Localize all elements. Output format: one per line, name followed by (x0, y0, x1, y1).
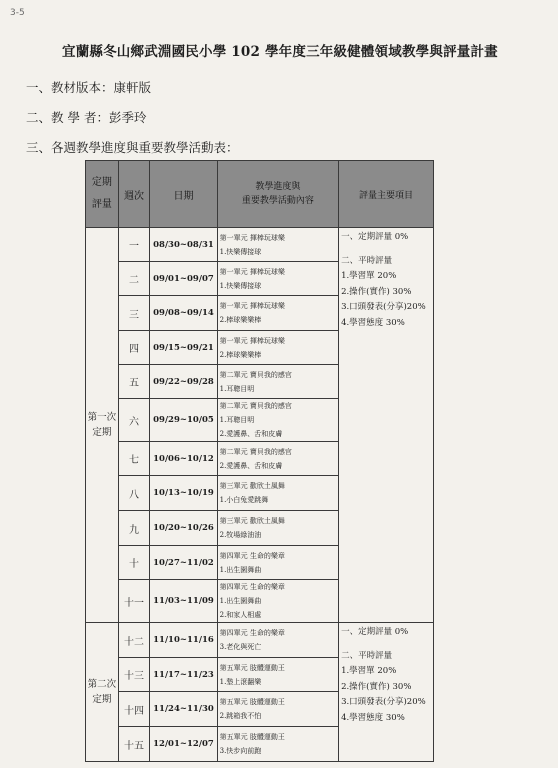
date-cell: 09/29~10/05 (150, 399, 217, 442)
progress-cell (217, 546, 338, 580)
eval-cell (339, 623, 434, 762)
progress-line: 第四單元 生命的樂章 (219, 551, 285, 560)
progress-line: 第三單元 歡欣土風舞 (219, 482, 285, 490)
week-cell: 十 (118, 546, 150, 580)
week-cell: 三 (118, 296, 150, 331)
progress-cell (217, 511, 338, 546)
progress-cell (217, 296, 338, 331)
header-progress-line: 教學進度與 (255, 182, 301, 192)
header-term-line: 評量 (91, 199, 112, 210)
week-cell: 十三 (118, 658, 150, 692)
progress-line: 2.愛護鼻、舌和皮膚 (219, 430, 283, 438)
header-progress (217, 161, 338, 228)
progress-line: 1.快樂傳接球 (219, 281, 262, 290)
date-cell: 08/30~08/31 (150, 228, 217, 262)
progress-cell (217, 262, 338, 296)
header-week: 週次 (118, 161, 150, 228)
progress-cell (217, 442, 338, 476)
progress-line: 3.老化與死亡 (219, 643, 262, 651)
term-label: 第二次 (87, 679, 117, 690)
week-cell: 七 (118, 442, 150, 476)
date-cell: 11/03~11/09 (150, 580, 217, 623)
progress-line: 第三單元 歡欣土風舞 (219, 517, 285, 525)
header-progress-line: 重要教學活動內容 (241, 196, 314, 206)
header-eval: 評量主要項目 (339, 161, 434, 228)
date-cell: 12/01~12/07 (150, 727, 217, 762)
date-cell: 10/06~10/12 (150, 442, 217, 476)
table-header-row (86, 161, 434, 228)
term-label: 定期 (92, 694, 112, 705)
header-date: 日期 (150, 161, 217, 228)
date-cell: 10/13~10/19 (150, 476, 217, 511)
progress-line: 1.小白兔愛跳舞 (219, 496, 269, 504)
progress-line: 2.愛護鼻、舌和皮膚 (219, 461, 283, 470)
week-cell: 十一 (118, 580, 150, 623)
progress-cell (217, 658, 338, 692)
date-cell: 10/20~10/26 (150, 511, 217, 546)
week-cell: 十二 (118, 623, 150, 658)
progress-line: 2.和家人相處 (219, 611, 262, 619)
date-cell: 11/17~11/23 (150, 658, 217, 692)
eval-line: 4.學習態度 30% (341, 317, 405, 328)
week-cell: 五 (118, 365, 150, 399)
progress-line: 2.棒球樂樂棒 (219, 316, 262, 324)
date-cell: 11/10~11/16 (150, 623, 217, 658)
eval-cell (339, 228, 434, 623)
eval-line: 2.操作(實作) 30% (341, 681, 412, 692)
progress-line: 第五單元 肢體運動王 (219, 663, 285, 672)
progress-cell (217, 623, 338, 658)
eval-line: 一、定期評量 0% (341, 627, 409, 637)
week-cell: 十四 (118, 692, 150, 727)
progress-cell (217, 365, 338, 399)
progress-line: 第一單元 揮棒玩球樂 (219, 302, 285, 310)
progress-line: 1.耳聰目明 (219, 416, 255, 424)
progress-line: 第二單元 寶貝我的感官 (219, 447, 292, 456)
progress-line: 第五單元 肢體運動王 (219, 733, 285, 741)
progress-line: 第一單元 揮棒玩球樂 (219, 336, 285, 345)
progress-line: 1.出生園舞曲 (219, 597, 262, 605)
date-cell: 09/15~09/21 (150, 331, 217, 365)
progress-cell (217, 399, 338, 442)
eval-line: 3.口頭發表(分享)20% (341, 697, 426, 707)
document-title: 宜蘭縣冬山鄉武淵國民小學 102 學年度三年級健體領域教學與評量計畫 (62, 44, 498, 60)
progress-cell (217, 580, 338, 623)
progress-line: 3.快步向前跑 (219, 747, 262, 755)
table-row (86, 228, 434, 262)
progress-cell (217, 476, 338, 511)
term-cell (86, 623, 119, 762)
date-cell: 10/27~11/02 (150, 546, 217, 580)
teaching-schedule-table (85, 160, 434, 762)
eval-line (341, 641, 433, 649)
week-cell: 六 (118, 399, 150, 442)
eval-line: 二、平時評量 (341, 255, 393, 266)
textbook-version-line: 一、教材版本：康軒版 (26, 80, 152, 95)
progress-cell (217, 692, 338, 727)
progress-line: 1.出生園舞曲 (219, 565, 262, 574)
term-cell (86, 228, 119, 623)
week-cell: 十五 (118, 727, 150, 762)
progress-line: 2.牧場綠油油 (219, 531, 262, 539)
progress-line: 2.棒球樂樂棒 (219, 350, 262, 359)
eval-line: 3.口頭發表(分享)20% (341, 302, 426, 312)
progress-line: 第一單元 揮棒玩球樂 (219, 267, 285, 276)
date-cell: 09/01~09/07 (150, 262, 217, 296)
header-term-line: 定期 (91, 177, 112, 188)
progress-line: 第五單元 肢體運動王 (219, 698, 285, 706)
date-cell: 09/08~09/14 (150, 296, 217, 331)
progress-line: 第四單元 生命的樂章 (219, 629, 285, 637)
header-term (86, 161, 119, 228)
week-cell: 二 (118, 262, 150, 296)
table-row (86, 623, 434, 658)
eval-line: 4.學習態度 30% (341, 712, 405, 723)
eval-line: 二、平時評量 (341, 650, 393, 661)
progress-cell (217, 331, 338, 365)
term-label: 定期 (92, 427, 112, 438)
eval-line (341, 246, 433, 254)
page-corner-mark: 3-5 (10, 8, 25, 18)
eval-line: 1.學習單 20% (341, 271, 397, 281)
week-cell: 一 (118, 228, 150, 262)
week-cell: 四 (118, 331, 150, 365)
progress-cell (217, 228, 338, 262)
progress-line: 第二單元 寶貝我的感官 (219, 402, 292, 410)
progress-line: 1.墊上滾翻樂 (219, 677, 262, 686)
progress-line: 1.快樂傳接球 (219, 247, 262, 256)
eval-line: 1.學習單 20% (341, 666, 397, 676)
week-cell: 九 (118, 511, 150, 546)
progress-line: 2.跳箱我不怕 (219, 712, 262, 720)
progress-line: 第二單元 寶貝我的感官 (219, 370, 292, 379)
progress-cell (217, 727, 338, 762)
week-cell: 八 (118, 476, 150, 511)
schedule-heading-line: 三、各週教學進度與重要教學活動表： (26, 140, 239, 155)
term-label: 第一次 (87, 412, 117, 423)
date-cell: 09/22~09/28 (150, 365, 217, 399)
progress-line: 1.耳聰目明 (219, 384, 255, 393)
progress-line: 第四單元 生命的樂章 (219, 583, 285, 591)
eval-line: 2.操作(實作) 30% (341, 286, 412, 297)
teacher-line: 二、教 學 者：彭季玲 (26, 110, 147, 125)
progress-line: 第一單元 揮棒玩球樂 (219, 233, 285, 242)
eval-line: 一、定期評量 0% (341, 232, 409, 242)
date-cell: 11/24~11/30 (150, 692, 217, 727)
